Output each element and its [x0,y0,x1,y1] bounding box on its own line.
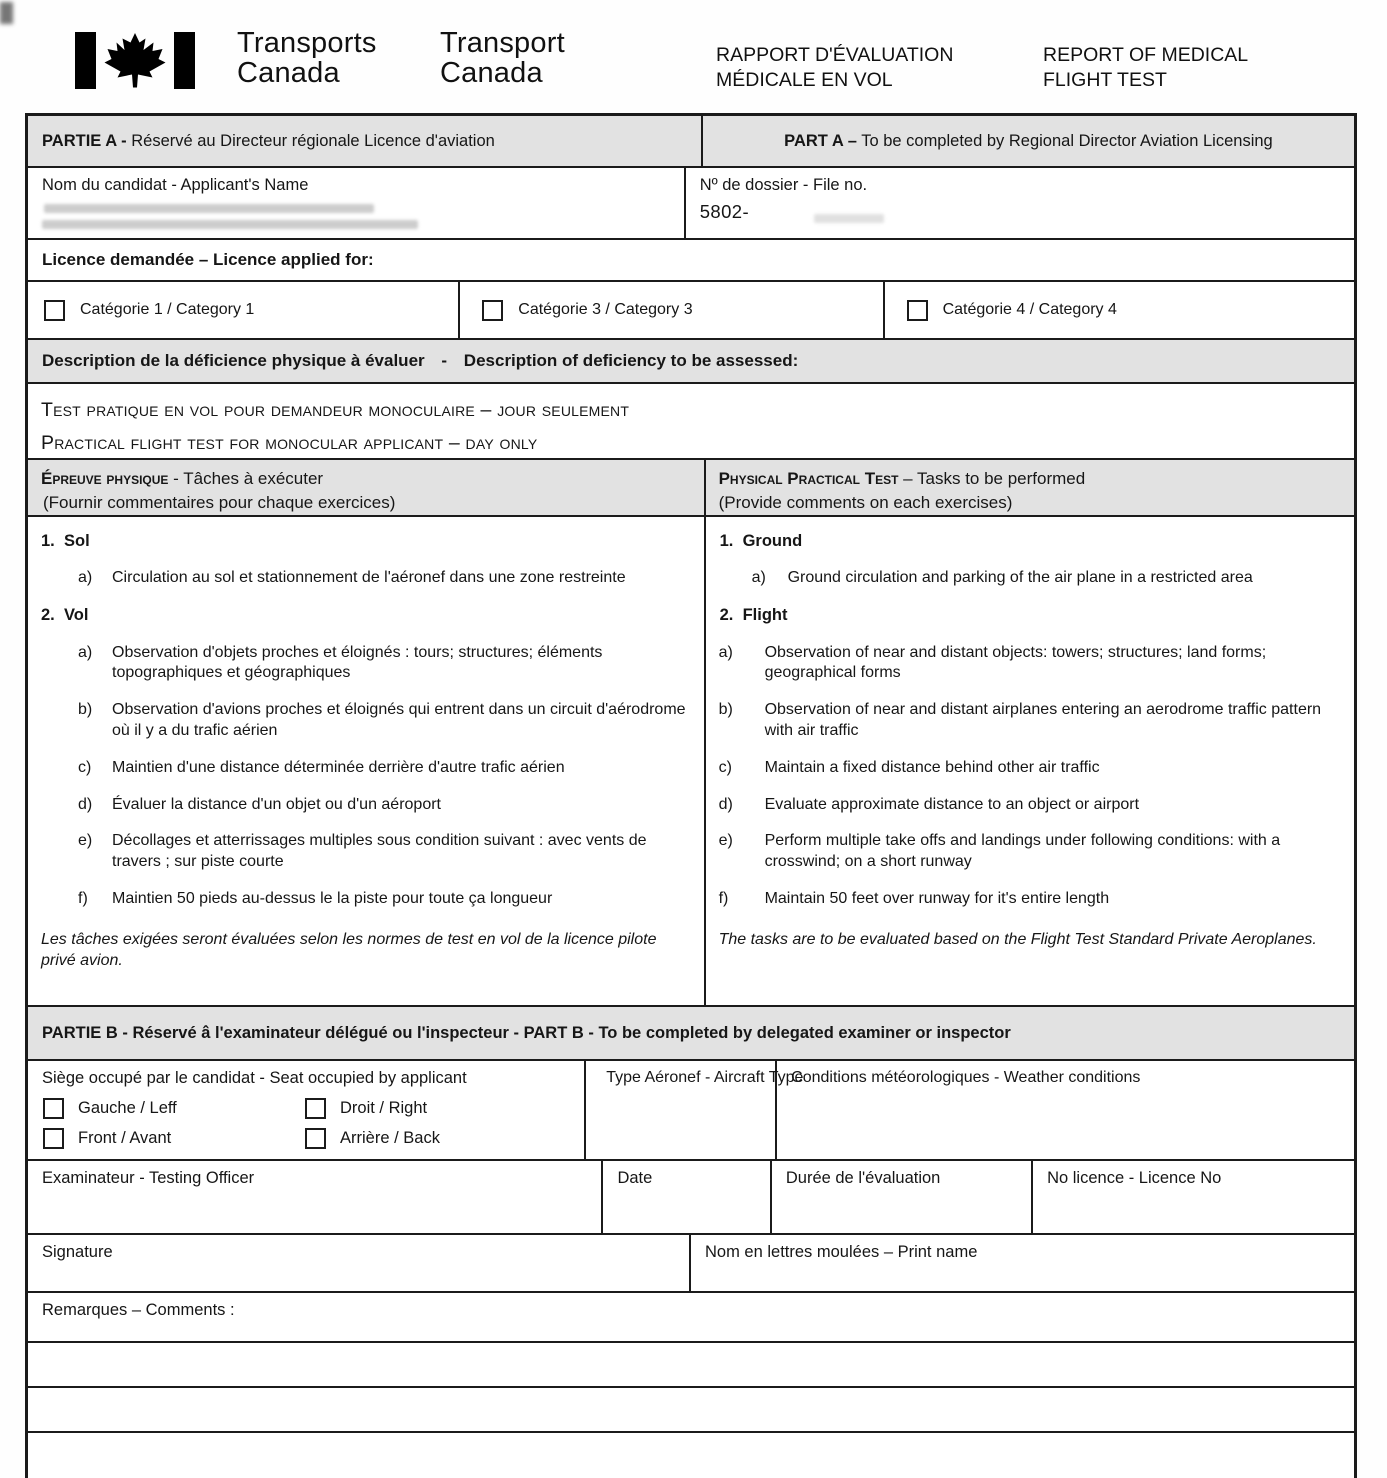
print-name-field[interactable] [693,1265,1352,1289]
task-letter: a) [751,569,766,587]
examiner-cell [28,1161,603,1233]
task-text: Observation d'objets proches et éloignés : tours; structures; éléments topographiques et géographiques [112,643,603,682]
licence-no-label: No licence - Licence No [1047,1169,1222,1187]
remarks-line-1[interactable] [28,1341,1354,1386]
duration-cell [772,1161,1033,1233]
seat-options [43,1098,584,1149]
seat-right-label: Droit / Right [340,1099,428,1117]
seat-back-label: Arrière / Back [340,1129,440,1147]
form-title-fr [716,43,953,92]
part-b-band-row [28,1005,1354,1059]
form-title-en-line2: FLIGHT TEST [1043,68,1167,91]
part-a-band-en [703,116,1354,166]
tasks-fr-section-2 [41,605,704,626]
tasks-band-fr-sub: (Fournir commentaires pour chaque exercices) [43,493,396,512]
wordmark-transports-canada [237,28,377,88]
seat-left-checkbox[interactable] [43,1098,64,1119]
task-text: Évaluer la distance d'un objet ou d'un aéroport [112,795,441,813]
task-text: Perform multiple take offs and landings under following conditions: with a crosswind; on a short runway [764,832,1281,871]
task-text: Circulation au sol et stationnement de l'aéronef dans une zone restreinte [112,569,626,587]
licence-no-field[interactable] [1035,1191,1352,1231]
licence-no-cell [1033,1161,1354,1233]
task-text: Observation of near and distant objects: towers; structures; land forms; geographical forms [764,643,1267,682]
tasks-en-section-1 [720,531,1354,552]
print-name-label: Nom en lettres moulées – Print name [705,1243,978,1261]
task-letter: c) [718,758,732,776]
task-text: Décollages et atterrissages multiples sous condition suivant : avec vents de travers ; sur piste courte [112,832,647,871]
form-title-fr-line2: MÉDICALE EN VOL [716,68,893,91]
part-a-band-row [28,116,1354,166]
category-1-label: Catégorie 1 / Category 1 [80,301,255,318]
licence-applied-row [28,238,1354,280]
task-text: Ground circulation and parking of the air plane in a restricted area [787,569,1253,587]
duration-label: Durée de l'évaluation [785,1169,941,1187]
scan-artifact [0,2,13,24]
examiner-field[interactable] [30,1191,599,1231]
part-a-band-fr [28,116,703,166]
tasks-fr-cell [28,517,706,1005]
task-item [706,889,1354,910]
remarks-line-3[interactable] [28,1431,1354,1478]
task-item [706,831,1354,873]
signature-field[interactable] [30,1265,687,1289]
tasks-fr-footnote: Les tâches exigées seront évaluées selon les normes de test en vol de la licence pilote privé avion. [41,930,657,969]
aircraft-type-label: Type Aéronef - Aircraft Type [606,1069,804,1086]
description-text-fr: Test pratique en vol pour demandeur monoculaire – jour seulement [41,399,630,421]
task-text: Maintain 50 feet over runway for it's entire length [764,890,1110,908]
description-band-en: Description of deficiency to be assessed: [463,351,799,370]
category-4-checkbox[interactable] [907,300,928,321]
aircraft-type-field[interactable] [588,1093,773,1157]
description-text-en: Practical flight test for monocular applicant – day only [41,432,538,454]
task-item [28,831,704,873]
task-item [28,568,704,589]
task-letter: b) [718,701,733,719]
category-1-checkbox[interactable] [44,300,65,321]
seat-front-checkbox[interactable] [43,1128,64,1149]
task-letter: d) [718,795,733,813]
tasks-band-en-rest: – Tasks to be performed [898,469,1086,488]
wordmark-fr-line2: Canada [237,57,340,89]
description-content-cell [28,384,1354,458]
category-1-cell [28,282,460,338]
categories-row [28,280,1354,338]
task-letter: f) [78,890,88,908]
task-item [706,795,1354,816]
section-title: Ground [742,532,803,550]
form-title-en-line1: REPORT OF MEDICAL [1043,44,1249,66]
task-letter: e) [78,832,93,850]
applicant-name-cell [28,168,686,238]
seat-cell [28,1061,586,1159]
seat-option-right [305,1098,584,1119]
task-text: Maintien d'une distance déterminée derrière d'autre trafic aérien [112,758,565,776]
wordmark-fr-line1: Transports [237,27,377,59]
seat-option-left [43,1098,305,1119]
form-table [25,113,1357,1478]
task-letter: a) [718,643,733,661]
task-item [28,889,704,910]
section-number: 2. [719,606,734,625]
category-4-cell [885,282,1354,338]
section-number: 1. [719,532,734,550]
signature-row [28,1233,1354,1291]
signature-cell [28,1235,691,1291]
tasks-band-en [706,460,1354,515]
remarks-line-2[interactable] [28,1386,1354,1431]
task-text: Evaluate approximate distance to an object or airport [764,795,1140,813]
task-item [28,700,704,742]
task-item [28,643,704,685]
task-item [706,568,1354,589]
category-3-checkbox[interactable] [482,300,503,321]
tasks-content-row [28,515,1354,1005]
tasks-band-row [28,458,1354,515]
task-letter: a) [78,643,93,661]
evaluation-duration-field[interactable] [774,1191,1029,1231]
tasks-band-fr [28,460,706,515]
task-text: Maintien 50 pieds au-dessus le la piste pour toute ça longueur [112,890,553,908]
task-item [706,758,1354,779]
signature-label: Signature [42,1243,113,1261]
seat-front-label: Front / Avant [78,1129,172,1147]
print-name-cell [691,1235,1354,1291]
task-letter: f) [718,890,729,908]
section-title: Sol [64,532,90,550]
task-text: Observation of near and distant airplanes entering an aerodrome traffic pattern with air traffic [764,701,1322,740]
examiner-label: Examinateur - Testing Officer [42,1169,255,1187]
description-band-fr: Description de la déficience physique à évaluer [42,351,425,370]
examiner-row [28,1159,1354,1233]
part-b-band-label: PARTIE B - Réservé â l'examinateur délégué ou l'inspecteur - PART B - To be completed by delegated examiner or inspector [42,1023,1011,1042]
canada-flag-icon [75,32,195,89]
task-item [706,700,1354,742]
task-text: Maintain a fixed distance behind other air traffic [764,758,1100,776]
section-number: 2. [41,606,55,625]
description-band-separator: - [441,351,448,370]
applicant-name-field[interactable] [30,198,682,236]
aircraft-type-cell [586,1061,804,1159]
seat-right-checkbox[interactable] [305,1098,326,1119]
wordmark-en-line1: Transport [440,27,565,59]
seat-back-checkbox[interactable] [305,1128,326,1149]
name-file-row [28,166,1354,238]
task-letter: a) [78,569,93,587]
tasks-band-fr-rest: - Tâches à exécuter [168,469,324,488]
wordmark-transport-canada [440,28,565,88]
category-3-cell [460,282,884,338]
category-4-label: Catégorie 4 / Category 4 [942,301,1117,318]
seat-label: Siège occupé par le candidat - Seat occupied by applicant [42,1069,467,1087]
part-a-band-fr-text: Réservé au Directeur régionale Licence d'aviation [126,131,495,150]
remarks-label-row [28,1291,1354,1341]
tasks-en-footnote: The tasks are to be evaluated based on the Flight Test Standard Private Aeroplanes. [718,930,1317,948]
tasks-band-en-sub: (Provide comments on each exercises) [718,493,1013,512]
date-cell [603,1161,771,1233]
section-title: Vol [64,606,89,625]
file-no-value: 5802- [699,201,750,222]
task-letter: e) [718,832,733,850]
applicant-name-label: Nom du candidat - Applicant's Name [42,176,309,194]
part-a-band-fr-strong: PARTIE A - [42,131,127,150]
date-label: Date [617,1169,653,1187]
section-number: 1. [41,532,55,550]
description-band-label [28,351,798,371]
task-item [28,758,704,779]
weather-cell [777,1061,1354,1159]
description-content-row [28,382,1354,458]
tasks-band-fr-title: Épreuve physique [41,469,169,488]
tasks-en-section-2 [720,605,1354,626]
category-3-label: Catégorie 3 / Category 3 [518,301,693,318]
seat-aircraft-weather-row [28,1059,1354,1159]
tasks-en-cell [706,517,1354,1005]
seat-option-back [305,1128,584,1149]
seat-left-label: Gauche / Leff [78,1099,177,1117]
task-letter: d) [78,795,93,813]
task-letter: c) [78,758,92,776]
task-item [28,795,704,816]
licence-applied-label: Licence demandée – Licence applied for: [42,250,374,269]
weather-label: Conditions météorologiques - Weather conditions [791,1069,1141,1086]
file-no-field[interactable] [766,204,1352,236]
remarks-label: Remarques – Comments : [42,1301,235,1319]
description-band-row [28,338,1354,382]
tasks-fr-section-1 [41,531,704,552]
file-no-cell [686,168,1354,238]
file-no-label: Nº de dossier - File no. [699,176,868,194]
seat-option-front [43,1128,305,1149]
section-title: Flight [742,606,788,625]
task-letter: b) [78,701,93,719]
wordmark-en-line2: Canada [440,57,543,89]
tasks-band-en-title: Physical Practical Test [718,469,899,488]
weather-conditions-field[interactable] [779,1093,1352,1157]
task-text: Observation d'avions proches et éloignés qui entrent dans un circuit d'aérodrome où il y a du trafic aérien [112,701,686,740]
form-title-en [1043,43,1248,92]
part-a-band-en-text: To be completed by Regional Director Aviation Licensing [856,131,1273,150]
remarks-cell [28,1293,1354,1341]
date-field[interactable] [605,1191,767,1231]
form-title-fr-line1: RAPPORT D'ÉVALUATION [716,44,954,66]
task-item [706,643,1354,685]
part-a-band-en-strong: PART A – [784,131,857,150]
